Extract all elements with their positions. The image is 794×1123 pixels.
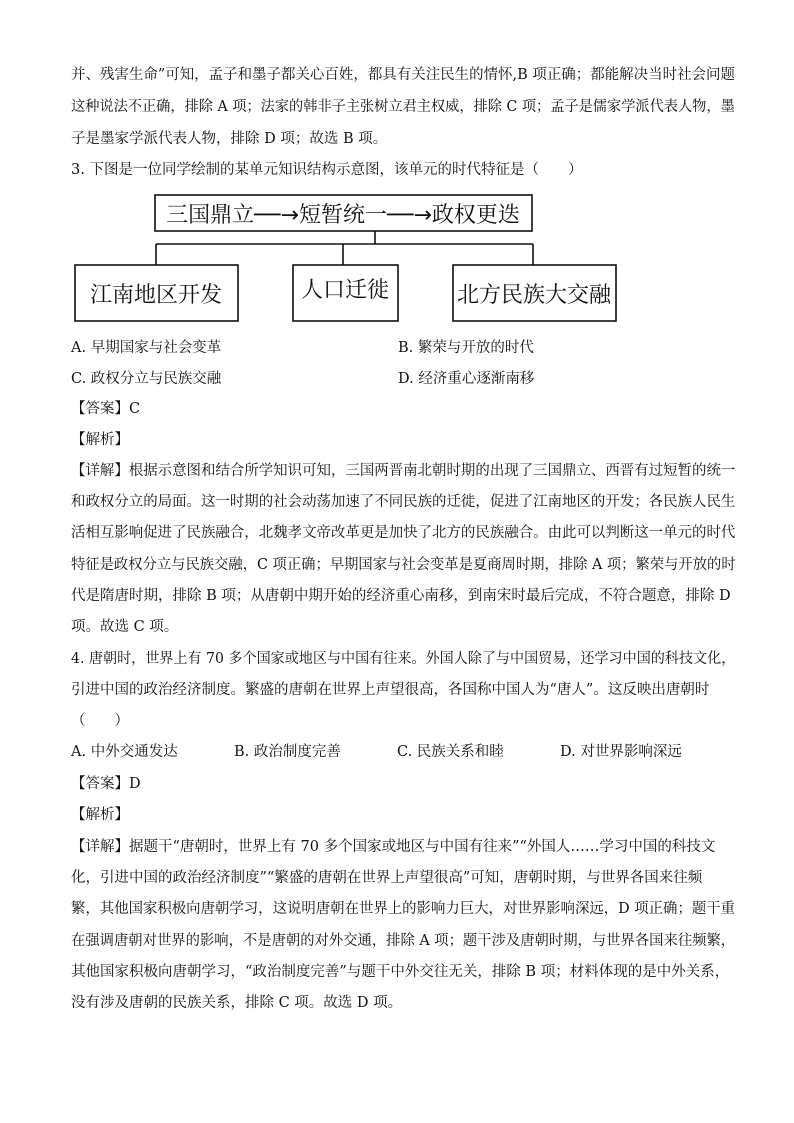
q3-option-c: C. 政权分立与民族交融 bbox=[71, 371, 222, 387]
q4-option-c: C. 民族关系和睦 bbox=[397, 744, 504, 760]
diagram-box-label: 北方民族大交融 bbox=[456, 283, 612, 308]
q4-detail-line: 【详解】据题干“唐朝时，世界上有 70 多个国家或地区与中国有往来”“外国人……学习中国的科技文 bbox=[71, 839, 716, 855]
q4-option-a: A. 中外交通发达 bbox=[71, 744, 178, 760]
q3-detail-line: 活相互影响促进了民族融合，北魏孝文帝改革更是加快了北方的民族融合。由此可以判断这一单元的时代 bbox=[71, 525, 736, 541]
q4-option-d: D. 对世界影响深远 bbox=[560, 744, 682, 760]
q3-analysis-heading: 【解析】 bbox=[71, 432, 129, 448]
diagram-top-label: 三国鼎立──→短暂统一──→政权更迭 bbox=[166, 203, 520, 228]
q4-detail-line: 在强调唐朝对世界的影响，不是唐朝的对外交通，排除 A 项；题干涉及唐朝时期，与世界各国来往频繁， bbox=[71, 933, 736, 949]
q3-option-b: B. 繁荣与开放的时代 bbox=[398, 340, 534, 356]
question-4-stem: 引进中国的政治经济制度。繁盛的唐朝在世界上声望很高，各国称中国人为“唐人”。这反映出唐朝时 bbox=[71, 682, 710, 698]
intro-line: 子是墨家学派代表人物，排除 D 项；故选 B 项。 bbox=[71, 131, 388, 147]
q3-detail-line: 和政权分立的局面。这一时期的社会动荡加速了不同民族的迁徙，促进了江南地区的开发；各民族人民生 bbox=[71, 494, 736, 510]
intro-line: 并、残害生命”可知，孟子和墨子都关心百姓，都具有关注民生的情怀,B 项正确；都能解决当时社会问题 bbox=[71, 67, 735, 83]
q3-detail-line: 项。故选 C 项。 bbox=[71, 619, 179, 635]
diagram-box-label: 人口迁徙 bbox=[300, 278, 390, 303]
diagram-box-label: 江南地区开发 bbox=[89, 283, 223, 308]
q3-option-a: A. 早期国家与社会变革 bbox=[71, 340, 222, 356]
q4-answer: 【答案】D bbox=[71, 776, 141, 792]
intro-line: 这种说法不正确，排除 A 项；法家的韩非子主张树立君主权威，排除 C 项；孟子是儒家学派代表人物，墨 bbox=[71, 99, 735, 115]
q3-detail-line: 代是隋唐时期，排除 B 项；从唐朝中期开始的经济重心南移，到南宋时最后完成，不符合题意，排除 D bbox=[71, 588, 731, 604]
q4-detail-line: 没有涉及唐朝的民族关系，排除 C 项。故选 D 项。 bbox=[71, 995, 403, 1011]
q4-detail-line: 其他国家积极向唐朝学习，“政治制度完善”与题干中外交往无关，排除 B 项；材料体现的是中外关系， bbox=[71, 964, 730, 980]
q3-answer: 【答案】C bbox=[71, 401, 141, 417]
question-4-stem: （ ） bbox=[71, 713, 129, 729]
q4-analysis-heading: 【解析】 bbox=[71, 807, 129, 823]
q4-detail-line: 繁，其他国家积极向唐朝学习，这说明唐朝在世界上的影响力巨大，对世界影响深远，D 项正确；题干重 bbox=[71, 901, 736, 917]
q3-detail-line: 【详解】根据示意图和结合所学知识可知，三国两晋南北朝时期的出现了三国鼎立、西晋有过短暂的统一 bbox=[71, 463, 736, 479]
q4-detail-line: 化，引进中国的政治经济制度”“繁盛的唐朝在世界上声望很高”可知，唐朝时期，与世界各国来往频 bbox=[71, 870, 703, 886]
question-4-stem: 4. 唐朝时，世界上有 70 多个国家或地区与中国有往来。外国人除了与中国贸易，还学习中国的科技文化， bbox=[71, 651, 736, 667]
q3-option-d: D. 经济重心逐渐南移 bbox=[398, 371, 535, 387]
knowledge-structure-diagram bbox=[0, 190, 794, 330]
q4-option-b: B. 政治制度完善 bbox=[234, 744, 341, 760]
q3-detail-line: 特征是政权分立与民族交融，C 项正确；早期国家与社会变革是夏商周时期，排除 A 项；繁荣与开放的时 bbox=[71, 557, 736, 573]
question-3-stem: 3. 下图是一位同学绘制的某单元知识结构示意图，该单元的时代特征是（ ） bbox=[71, 162, 583, 178]
